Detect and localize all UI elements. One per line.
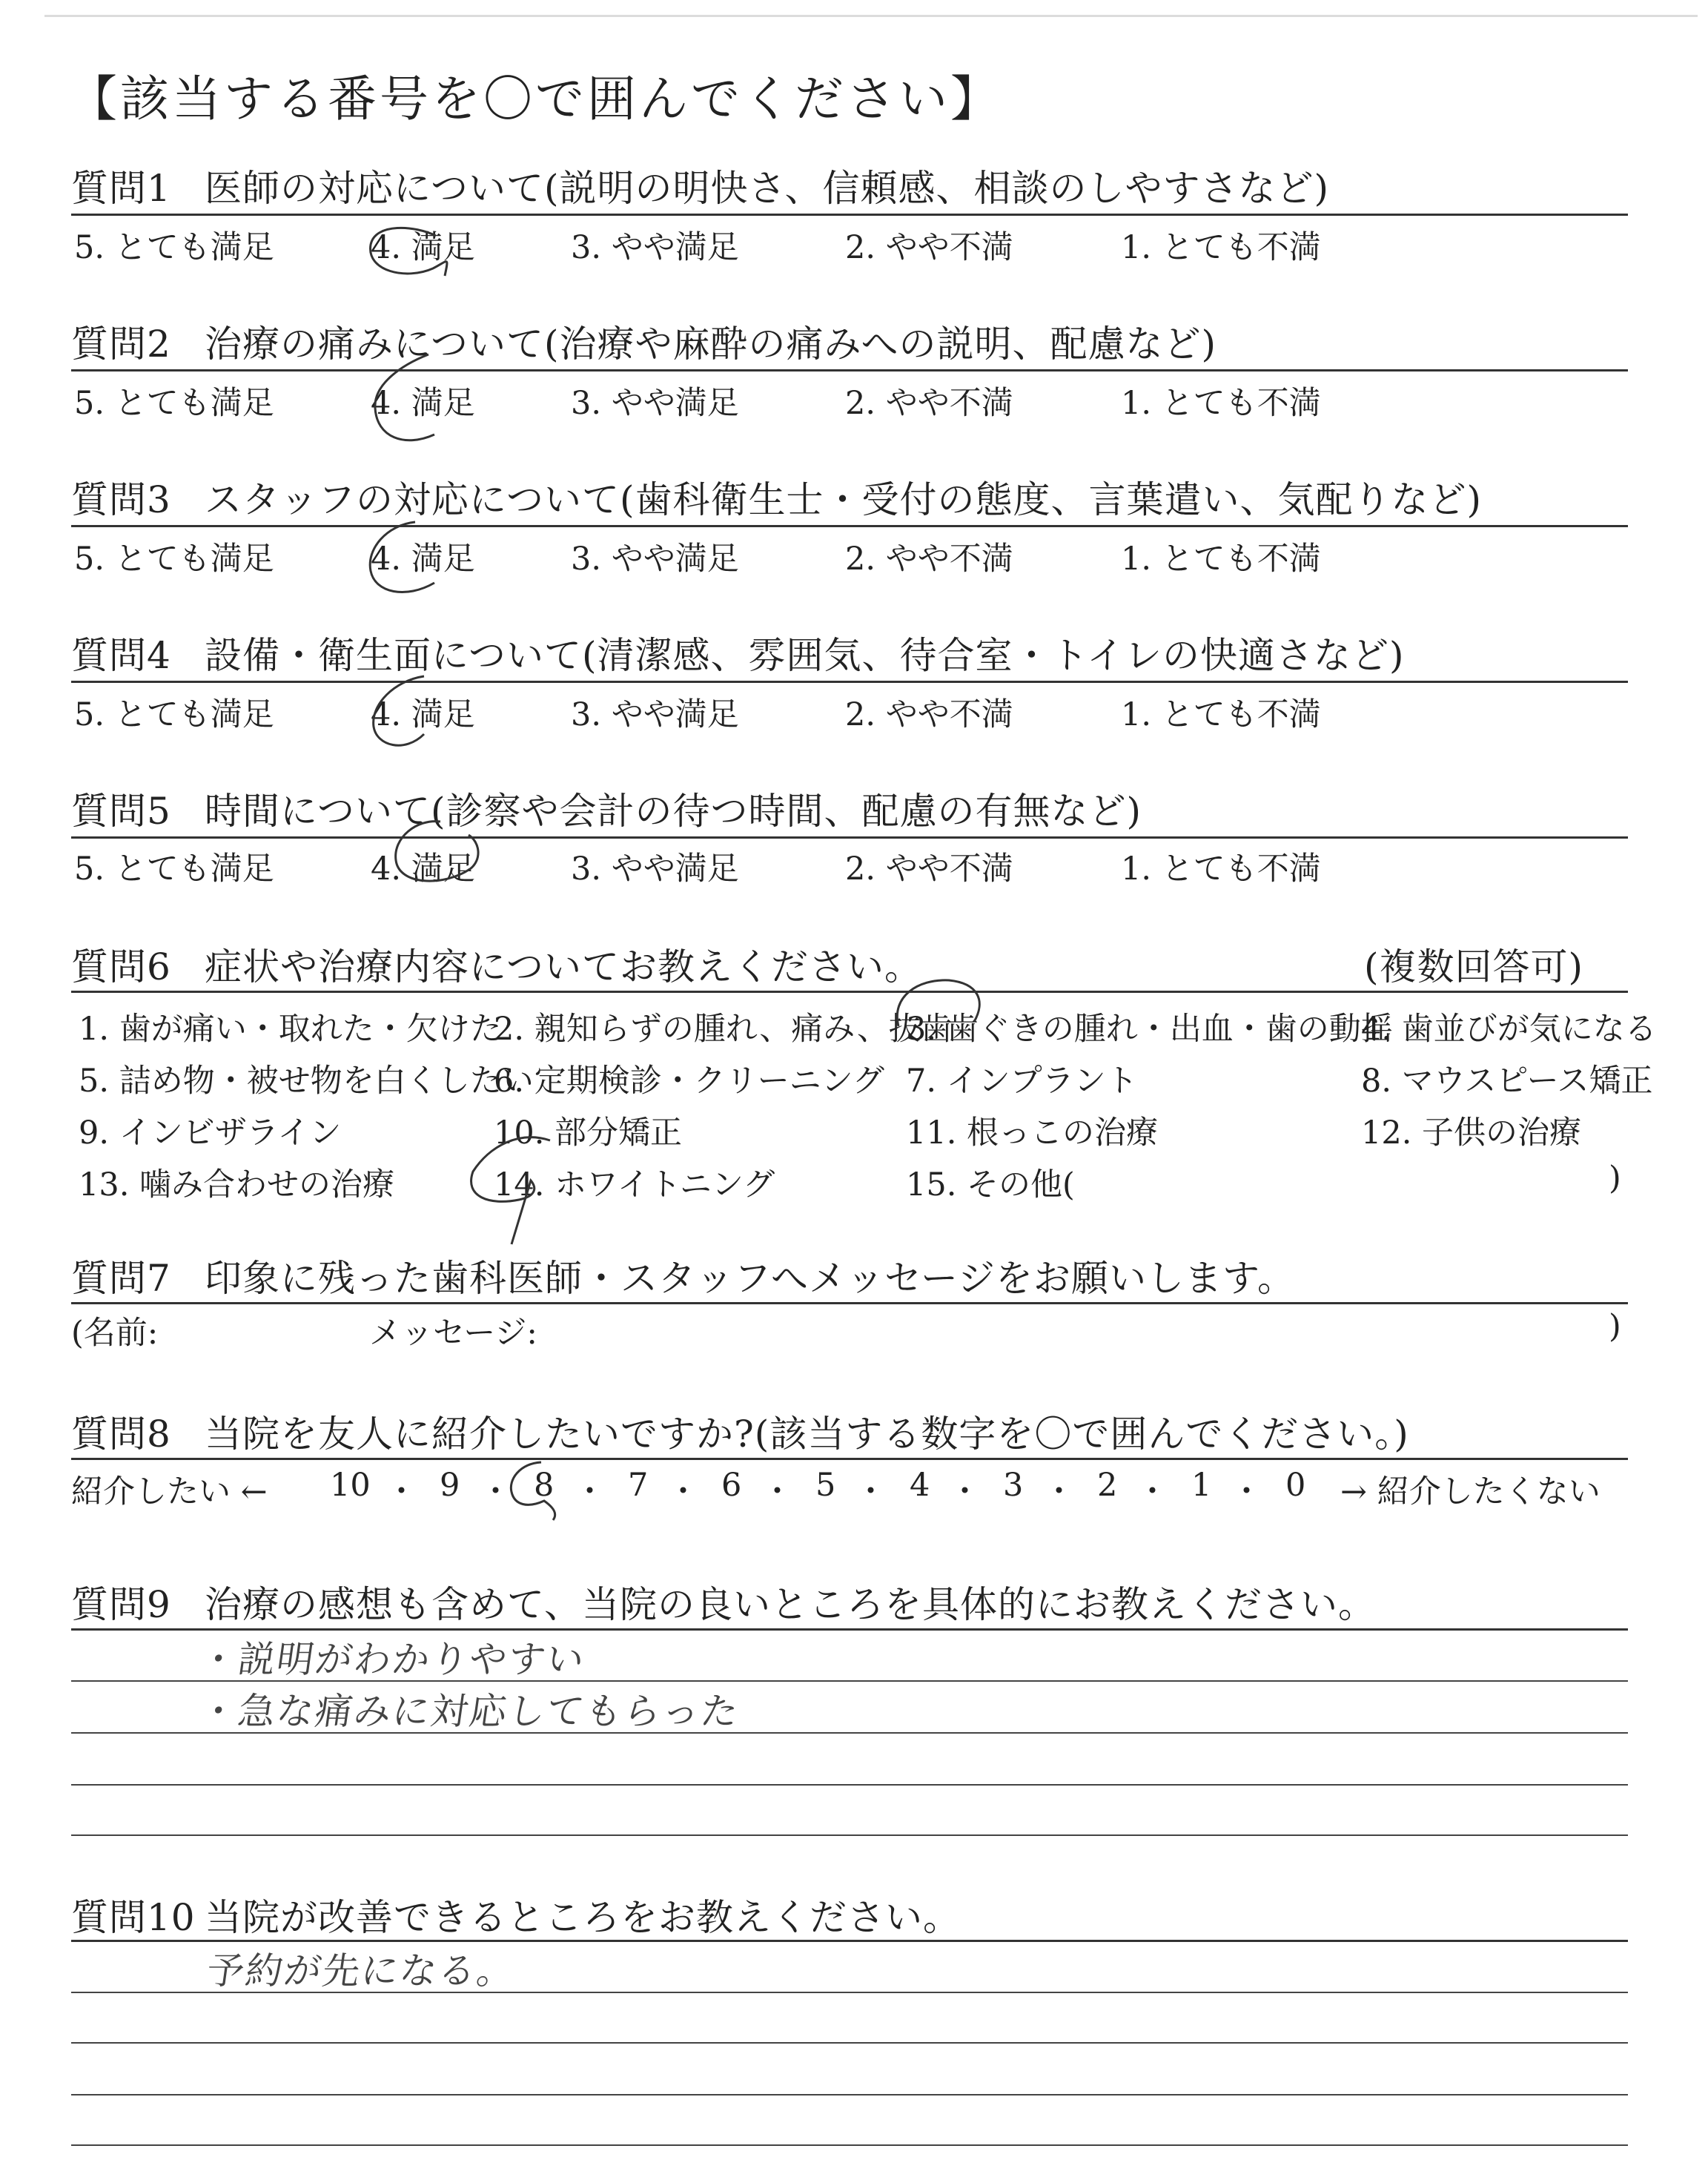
q1-rule [71, 214, 1628, 216]
q8-separator: ・ [480, 1473, 512, 1510]
q5-option-1[interactable]: 1. とても不満 [1121, 851, 1321, 888]
q6-option-13[interactable]: 13. 噛み合わせの治療 [79, 1166, 395, 1203]
q8-text: 当院を友人に紹介したいですか?(該当する数字を〇で囲んでください。) [205, 1413, 1409, 1456]
q2-label: 質問2 [71, 323, 171, 366]
q8-left-label: 紹介したい ← [71, 1473, 268, 1510]
q8-scale-2[interactable]: 2 [1097, 1467, 1118, 1504]
q8-right-label: → 紹介したくない [1340, 1473, 1601, 1510]
q5-option-3[interactable]: 3. やや満足 [571, 851, 739, 888]
q8-scale-1[interactable]: 1 [1191, 1467, 1212, 1504]
q6-option-7[interactable]: 7. インプラント [906, 1063, 1138, 1100]
q6-option-4[interactable]: 4. 歯並びが気になる [1361, 1011, 1657, 1048]
q8-scale-5[interactable]: 5 [815, 1467, 836, 1504]
q6-note: (複数回答可) [1364, 945, 1584, 988]
q9-label: 質問9 [71, 1583, 171, 1626]
q8-separator: ・ [385, 1473, 417, 1510]
q10-write-line [71, 2042, 1628, 2044]
q6-option-6[interactable]: 6. 定期検診・クリーニング [494, 1063, 884, 1100]
q6-option-2[interactable]: 2. 親知らずの腫れ、痛み、抜歯 [494, 1011, 953, 1048]
q3-option-2[interactable]: 2. やや不満 [845, 541, 1013, 578]
q2-option-5[interactable]: 5. とても満足 [74, 385, 274, 422]
q4-text: 設備・衛生面について(清潔感、雰囲気、待合室・トイレの快適さなど) [205, 634, 1405, 677]
q6-option-11[interactable]: 11. 根っこの治療 [906, 1114, 1159, 1152]
q4-option-3[interactable]: 3. やや満足 [571, 696, 739, 733]
q6-text: 症状や治療内容についてお教えください。 [205, 945, 922, 988]
q8-separator: ・ [667, 1473, 699, 1510]
q1-option-2[interactable]: 2. やや不満 [845, 229, 1013, 266]
q9-text: 治療の感想も含めて、当院の良いところを具体的にお教えください。 [205, 1583, 1376, 1626]
q7-label: 質問7 [71, 1257, 171, 1300]
q10-write-line [71, 2144, 1628, 2146]
q10-text: 当院が改善できるところをお教えください。 [205, 1896, 961, 1939]
q3-option-1[interactable]: 1. とても不満 [1121, 541, 1321, 578]
q2-option-1[interactable]: 1. とても不満 [1121, 385, 1321, 422]
q3-option-4[interactable]: 4. 満足 [371, 541, 475, 578]
q2-option-2[interactable]: 2. やや不満 [845, 385, 1013, 422]
q2-text: 治療の痛みについて(治療や麻酔の痛みへの説明、配慮など) [205, 323, 1217, 366]
q1-option-4[interactable]: 4. 満足 [371, 229, 475, 266]
q8-scale-3[interactable]: 3 [1003, 1467, 1024, 1504]
q5-option-5[interactable]: 5. とても満足 [74, 851, 274, 888]
q5-rule [71, 836, 1628, 839]
q8-scale-10[interactable]: 10 [330, 1467, 371, 1504]
q1-option-5[interactable]: 5. とても満足 [74, 229, 274, 266]
q6-label: 質問6 [71, 945, 171, 988]
q8-separator: ・ [1043, 1473, 1075, 1510]
q6-option-15[interactable]: 15. その他( [906, 1166, 1075, 1203]
q2-rule [71, 369, 1628, 371]
q8-rule [71, 1458, 1628, 1460]
q8-scale-9[interactable]: 9 [440, 1467, 460, 1504]
q2-option-3[interactable]: 3. やや満足 [571, 385, 739, 422]
instruction-title: 【該当する番号を〇で囲んでください】 [68, 70, 1002, 128]
q1-option-3[interactable]: 3. やや満足 [571, 229, 739, 266]
q2-option-4[interactable]: 4. 満足 [371, 385, 475, 422]
q8-scale-6[interactable]: 6 [721, 1467, 742, 1504]
q9-answer-2[interactable]: ・急な痛みに対応してもらった [196, 1690, 743, 1733]
q4-rule [71, 681, 1628, 683]
q1-label: 質問1 [71, 167, 171, 210]
q8-scale-7[interactable]: 7 [628, 1467, 649, 1504]
q3-rule [71, 525, 1628, 527]
q6-option-10[interactable]: 10. 部分矯正 [494, 1114, 683, 1152]
q6-option-15-close: ) [1609, 1160, 1621, 1197]
q4-option-2[interactable]: 2. やや不満 [845, 696, 1013, 733]
q7-message-label: メッセージ: [369, 1315, 537, 1352]
q7-rule [71, 1302, 1628, 1304]
q7-name-label: (名前: [71, 1315, 159, 1352]
q4-option-4[interactable]: 4. 満足 [371, 696, 475, 733]
q6-option-8[interactable]: 8. マウスピース矯正 [1361, 1063, 1653, 1100]
top-border [44, 15, 1698, 17]
q5-option-2[interactable]: 2. やや不満 [845, 851, 1013, 888]
q8-separator: ・ [949, 1473, 981, 1510]
q8-separator: ・ [574, 1473, 606, 1510]
q8-scale-8[interactable]: 8 [534, 1467, 555, 1504]
q8-scale-0[interactable]: 0 [1285, 1467, 1306, 1504]
q8-separator: ・ [1136, 1473, 1168, 1510]
q8-scale-4[interactable]: 4 [910, 1467, 930, 1504]
q8-label: 質問8 [71, 1413, 171, 1456]
q6-option-9[interactable]: 9. インビザライン [79, 1114, 342, 1152]
q9-answer-1[interactable]: ・説明がわかりやすい [196, 1638, 589, 1681]
q1-option-1[interactable]: 1. とても不満 [1121, 229, 1321, 266]
q6-option-14[interactable]: 14. ホワイトニング [494, 1166, 775, 1203]
q8-separator: ・ [761, 1473, 793, 1510]
q6-option-1[interactable]: 1. 歯が痛い・取れた・欠けた [79, 1011, 502, 1048]
q3-option-3[interactable]: 3. やや満足 [571, 541, 739, 578]
q3-text: スタッフの対応について(歯科衛生士・受付の態度、言葉遣い、気配りなど) [205, 478, 1483, 521]
q10-answer-1[interactable]: 予約が先になる。 [204, 1949, 519, 1992]
q10-label: 質問10 [71, 1896, 196, 1939]
q5-label: 質問5 [71, 790, 171, 833]
q9-write-line [71, 1834, 1628, 1836]
q6-rule [71, 991, 1628, 993]
q5-option-4[interactable]: 4. 満足 [371, 851, 475, 888]
q7-close-paren: ) [1609, 1308, 1621, 1345]
q8-separator: ・ [855, 1473, 887, 1510]
q3-label: 質問3 [71, 478, 171, 521]
q4-option-5[interactable]: 5. とても満足 [74, 696, 274, 733]
q4-option-1[interactable]: 1. とても不満 [1121, 696, 1321, 733]
q9-write-line [71, 1784, 1628, 1786]
q6-option-5[interactable]: 5. 詰め物・被せ物を白くしたい [79, 1063, 534, 1100]
q6-option-3[interactable]: 3. 歯ぐきの腫れ・出血・歯の動揺 [906, 1011, 1393, 1048]
q5-text: 時間について(診察や会計の待つ時間、配慮の有無など) [205, 790, 1142, 833]
q8-separator: ・ [1231, 1473, 1262, 1510]
q4-label: 質問4 [71, 634, 171, 677]
q3-option-5[interactable]: 5. とても満足 [74, 541, 274, 578]
q6-option-12[interactable]: 12. 子供の治療 [1361, 1114, 1582, 1152]
q1-text: 医師の対応について(説明の明快さ、信頼感、相談のしやすさなど) [205, 167, 1330, 210]
q10-write-line [71, 2094, 1628, 2095]
q7-text: 印象に残った歯科医師・スタッフへメッセージをお願いします。 [205, 1257, 1295, 1300]
